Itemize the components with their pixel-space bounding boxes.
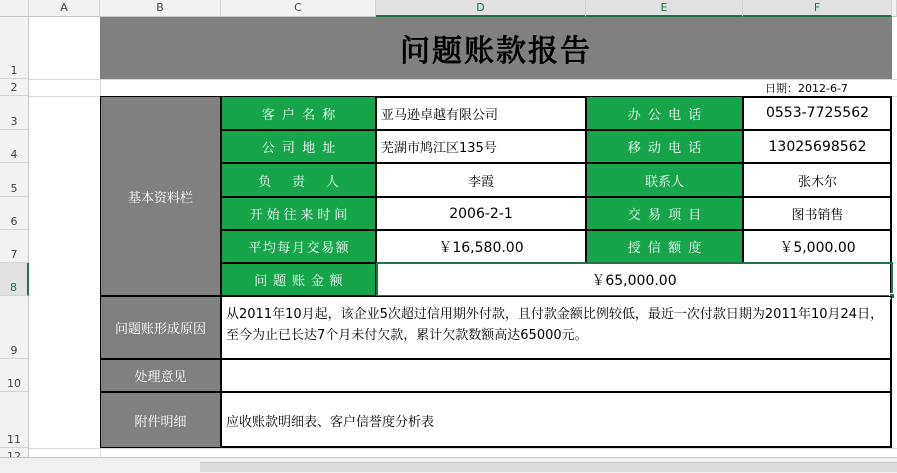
row-header-6[interactable]: 6 bbox=[0, 197, 29, 230]
label-contact[interactable]: 联系人 bbox=[586, 163, 743, 197]
row-header-7[interactable]: 7 bbox=[0, 230, 29, 263]
row-header-9[interactable]: 9 bbox=[0, 296, 29, 359]
value-opinion[interactable] bbox=[221, 359, 892, 392]
label-reason[interactable]: 问题账形成原因 bbox=[100, 296, 221, 359]
label-mobile[interactable]: 移动电话 bbox=[586, 130, 743, 163]
row-header-5[interactable]: 5 bbox=[0, 163, 29, 197]
value-responsible[interactable]: 李霞 bbox=[376, 163, 586, 197]
label-problem-amount[interactable]: 问题账金额 bbox=[221, 263, 376, 296]
label-office-phone[interactable]: 办公电话 bbox=[586, 96, 743, 130]
value-credit[interactable]: ￥5,000.00 bbox=[743, 230, 892, 263]
section-basic-info[interactable]: 基本资料栏 bbox=[100, 96, 221, 296]
label-customer-name[interactable]: 客户名称 bbox=[221, 96, 376, 130]
column-header-g[interactable] bbox=[892, 0, 897, 17]
value-start-time[interactable]: 2006-2-1 bbox=[376, 197, 586, 230]
value-problem-amount[interactable]: ￥65,000.00 bbox=[376, 263, 892, 296]
value-reason[interactable]: 从2011年10月起，该企业5次超过信用期外付款，且付款金额比例较低，最近一次付款日期为2011年10月24日，至今为止已长达7个月未付欠款，累计欠款数额高达65000元。 bbox=[221, 296, 892, 359]
label-trade-item[interactable]: 交易项目 bbox=[586, 197, 743, 230]
column-header-b[interactable]: B bbox=[100, 0, 221, 17]
value-customer-name[interactable]: 亚马逊卓越有限公司 bbox=[376, 96, 586, 130]
row-header-4[interactable]: 4 bbox=[0, 130, 29, 163]
value-trade-item[interactable]: 图书销售 bbox=[743, 197, 892, 230]
select-all-corner[interactable] bbox=[0, 0, 29, 17]
row-header-3[interactable]: 3 bbox=[0, 96, 29, 130]
value-office-phone[interactable]: 0553-7725562 bbox=[743, 96, 892, 130]
gridline bbox=[29, 448, 897, 449]
report-title[interactable]: 问题账款报告 bbox=[100, 17, 892, 79]
column-header-c[interactable]: C bbox=[221, 0, 376, 17]
report-date[interactable]: 日期：2012-6-7 bbox=[765, 81, 848, 95]
label-avg-monthly[interactable]: 平均每月交易额 bbox=[221, 230, 376, 263]
row-header-11[interactable]: 11 bbox=[0, 392, 29, 448]
value-mobile[interactable]: 13025698562 bbox=[743, 130, 892, 163]
value-contact[interactable]: 张木尔 bbox=[743, 163, 892, 197]
value-address[interactable]: 芜湖市鸠江区135号 bbox=[376, 130, 586, 163]
label-address[interactable]: 公司地址 bbox=[221, 130, 376, 163]
row-header-1[interactable]: 1 bbox=[0, 17, 29, 79]
row-header-10[interactable]: 10 bbox=[0, 359, 29, 392]
label-opinion[interactable]: 处理意见 bbox=[100, 359, 221, 392]
row-header-8[interactable]: 8 bbox=[0, 263, 29, 296]
label-credit[interactable]: 授信额度 bbox=[586, 230, 743, 263]
horizontal-scrollbar[interactable] bbox=[200, 462, 897, 472]
column-header-a[interactable]: A bbox=[29, 0, 100, 17]
selection-outline bbox=[376, 262, 893, 297]
column-header-d[interactable]: D bbox=[376, 0, 586, 17]
label-attachment[interactable]: 附件明细 bbox=[100, 392, 221, 448]
value-attachment[interactable]: 应收账款明细表、客户信誉度分析表 bbox=[221, 392, 892, 448]
row-header-2[interactable]: 2 bbox=[0, 79, 29, 96]
value-avg-monthly[interactable]: ￥16,580.00 bbox=[376, 230, 586, 263]
label-start-time[interactable]: 开始往来时间 bbox=[221, 197, 376, 230]
column-header-e[interactable]: E bbox=[586, 0, 743, 17]
label-responsible[interactable]: 负责人 bbox=[221, 163, 376, 197]
column-header-f[interactable]: F bbox=[743, 0, 892, 17]
